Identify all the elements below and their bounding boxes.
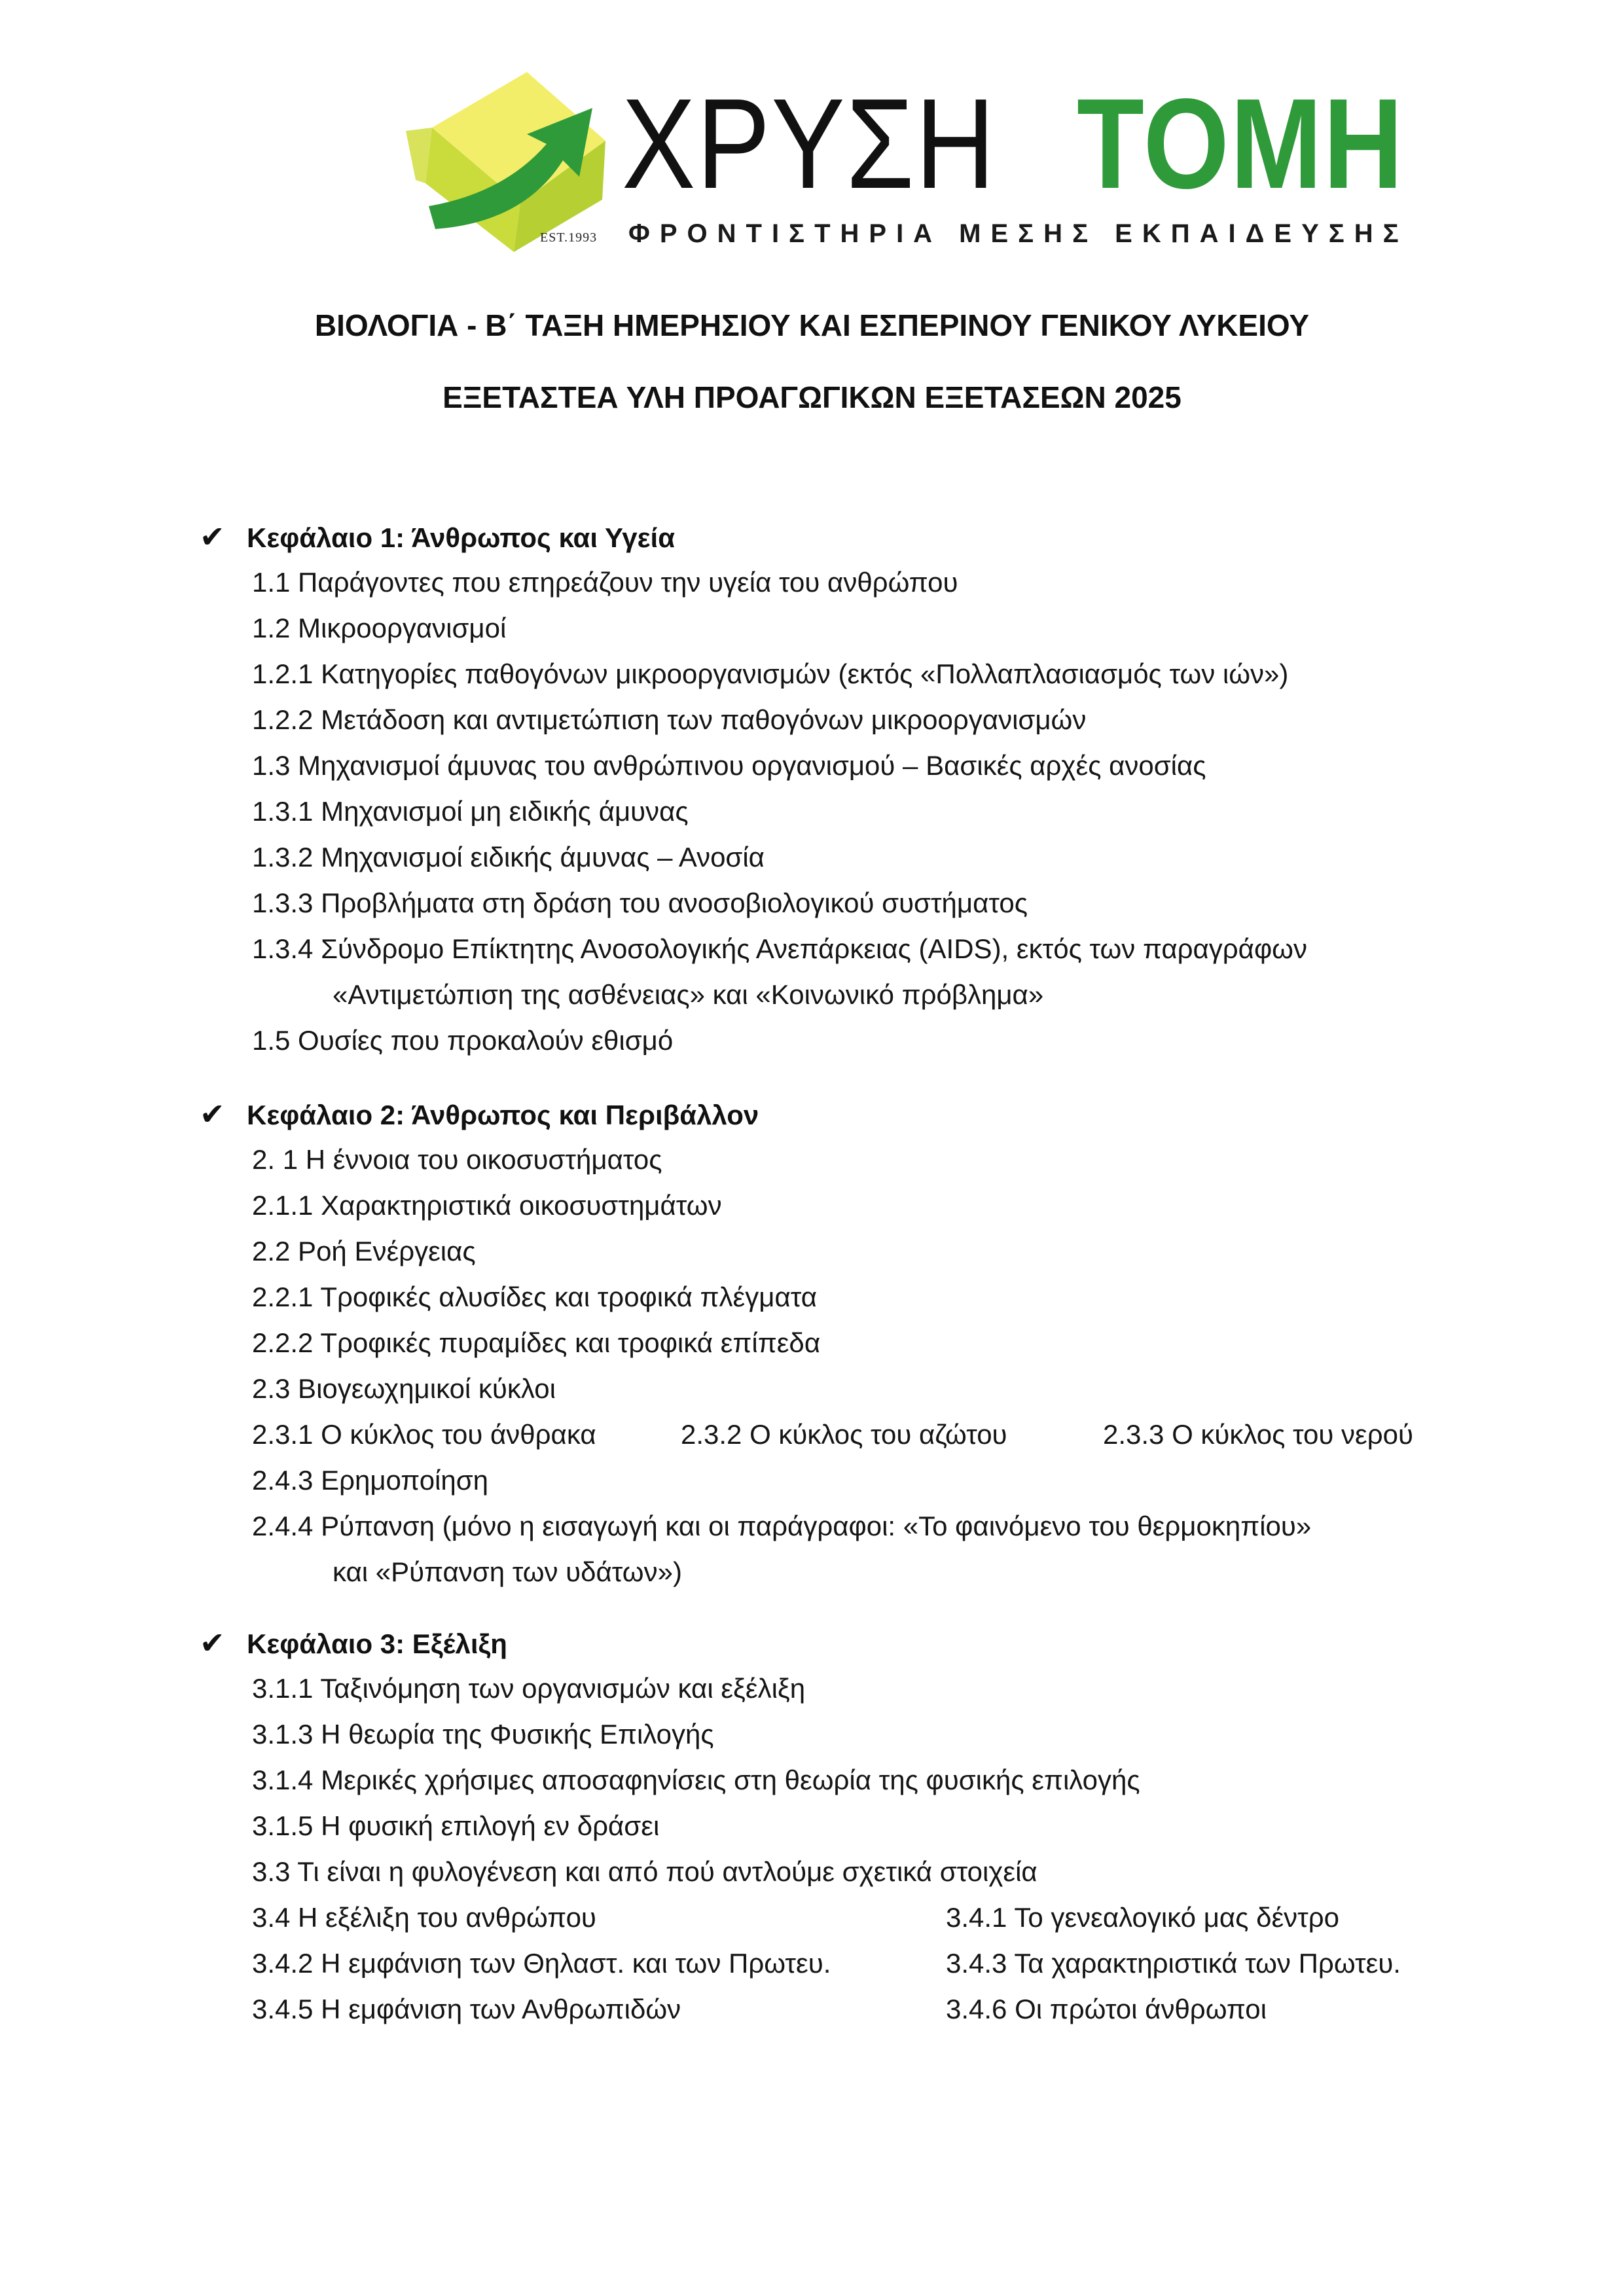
list-item: 2.2.1 Τροφικές αλυσίδες και τροφικά πλέγματα bbox=[252, 1282, 818, 1312]
document-title: ΒΙΟΛΟΓΙΑ - Β΄ ΤΑΞΗ ΗΜΕΡΗΣΙΟΥ ΚΑΙ ΕΣΠΕΡΙΝΟΥ ΓΕΝΙΚΟΥ ΛΥΚΕΙΟΥ bbox=[314, 308, 1310, 342]
logo-word-tomi: ΤΟΜΗ bbox=[1077, 72, 1405, 215]
logo bbox=[406, 65, 1409, 262]
list-item: 2.4.3 Ερημοποίηση bbox=[252, 1465, 489, 1496]
list-item: 2.2.2 Τροφικές πυραμίδες και τροφικά επίπεδα bbox=[252, 1327, 821, 1358]
list-row-pair bbox=[252, 1898, 1496, 1937]
checkmark-icon: ✔ bbox=[200, 520, 225, 554]
checkmark-icon: ✔ bbox=[200, 1626, 225, 1660]
list-item: 2.2 Ροή Ενέργειας bbox=[252, 1236, 476, 1266]
list-item: 3.4.6 Οι πρώτοι άνθρωποι bbox=[946, 1994, 1267, 2024]
list-item: 3.1.1 Ταξινόμηση των οργανισμών και εξέλιξη bbox=[252, 1673, 806, 1704]
checkmark-icon: ✔ bbox=[200, 1097, 225, 1131]
logo-established-year: EST.1993 bbox=[540, 230, 598, 245]
list-item: 3.1.5 Η φυσική επιλογή εν δράσει bbox=[252, 1810, 660, 1841]
chapter-title: Κεφάλαιο 3: Εξέλιξη bbox=[247, 1628, 507, 1659]
document-subtitle: ΕΞΕΤΑΣΤΕΑ ΥΛΗ ΠΡΟΑΓΩΓΙΚΩΝ ΕΞΕΤΑΣΕΩΝ 2025 bbox=[442, 380, 1182, 414]
list-item: 1.2.2 Μετάδοση και αντιμετώπιση των παθογόνων μικροοργανισμών bbox=[252, 704, 1087, 735]
list-item: 3.4.5 Η εμφάνιση των Ανθρωπιδών bbox=[252, 1994, 681, 2024]
list-item: 1.3.3 Προβλήματα στη δράση του ανοσοβιολογικού συστήματος bbox=[252, 888, 1028, 918]
list-item: 1.3 Μηχανισμοί άμυνας του ανθρώπινου οργανισμού – Βασικές αρχές ανοσίας bbox=[252, 750, 1206, 781]
list-item: 1.3.2 Μηχανισμοί ειδικής άμυνας – Ανοσία bbox=[252, 842, 765, 872]
list-item: 1.3.4 Σύνδρομο Επίκτητης Ανοσολογικής Ανεπάρκειας (AIDS), εκτός των παραγράφων bbox=[252, 933, 1307, 964]
list-item: 1.1 Παράγοντες που επηρεάζουν την υγεία του ανθρώπου bbox=[252, 567, 958, 598]
list-item: 1.2 Μικροοργανισμοί bbox=[252, 613, 507, 643]
list-item: 3.3 Τι είναι η φυλογένεση και από πού αντλούμε σχετικά στοιχεία bbox=[252, 1856, 1038, 1887]
chapter-title: Κεφάλαιο 1: Άνθρωπος και Υγεία bbox=[247, 522, 676, 553]
list-item: 2.3 Βιογεωχημικοί κύκλοι bbox=[252, 1373, 556, 1404]
list-item: 3.4.3 Τα χαρακτηριστικά των Πρωτευ. bbox=[946, 1948, 1401, 1979]
chapter-title: Κεφάλαιο 2: Άνθρωπος και Περιβάλλον bbox=[247, 1100, 759, 1130]
list-row-cycles bbox=[252, 1415, 1496, 1454]
chapter-heading bbox=[200, 517, 675, 556]
logo-word-xrysi: ΧΡΥΣΗ bbox=[622, 72, 996, 215]
list-item: 3.1.3 Η θεωρία της Φυσικής Επιλογής bbox=[252, 1719, 714, 1749]
list-item-continuation: «Αντιμετώπιση της ασθένειας» και «Κοινωνικό πρόβλημα» bbox=[333, 979, 1044, 1010]
list-item: 2.1.1 Χαρακτηριστικά οικοσυστημάτων bbox=[252, 1190, 722, 1221]
chapter-heading bbox=[200, 1094, 759, 1134]
list-row-pair bbox=[252, 1990, 1496, 2029]
list-item: 2.3.1 Ο κύκλος του άνθρακα bbox=[252, 1419, 596, 1450]
list-item: 2.4.4 Ρύπανση (μόνο η εισαγωγή και οι παράγραφοι: «Το φαινόμενο του θερμοκηπίου» bbox=[252, 1511, 1312, 1541]
chapter-heading bbox=[200, 1623, 507, 1662]
list-item: 1.5 Ουσίες που προκαλούν εθισμό bbox=[252, 1025, 674, 1056]
list-item: 3.4.1 Το γενεαλογικό μας δέντρο bbox=[946, 1902, 1340, 1933]
list-item: 3.4 Η εξέλιξη του ανθρώπου bbox=[252, 1902, 596, 1933]
list-item: 2. 1 Η έννοια του οικοσυστήματος bbox=[252, 1144, 662, 1175]
list-item: 3.4.2 Η εμφάνιση των Θηλαστ. και των Πρωτευ. bbox=[252, 1948, 831, 1979]
list-item: 1.2.1 Κατηγορίες παθογόνων μικροοργανισμών (εκτός «Πολλαπλασιασμός των ιών») bbox=[252, 658, 1289, 689]
list-item: 3.1.4 Μερικές χρήσιμες αποσαφηνίσεις στη θεωρία της φυσικής επιλογής bbox=[252, 1765, 1140, 1795]
list-item: 1.3.1 Μηχανισμοί μη ειδικής άμυνας bbox=[252, 796, 689, 827]
list-item: 2.3.2 Ο κύκλος του αζώτου bbox=[681, 1419, 1007, 1450]
list-item-continuation: και «Ρύπανση των υδάτων») bbox=[333, 1556, 682, 1587]
logo-subtitle: ΦΡΟΝΤΙΣΤΗΡΙΑ ΜΕΣΗΣ ΕΚΠΑΙΔΕΥΣΗΣ bbox=[628, 219, 1409, 248]
list-item: 2.3.3 Ο κύκλος του νερού bbox=[1103, 1419, 1413, 1450]
list-row-pair bbox=[252, 1944, 1496, 1983]
logo-cube-arrow-icon bbox=[406, 65, 615, 255]
